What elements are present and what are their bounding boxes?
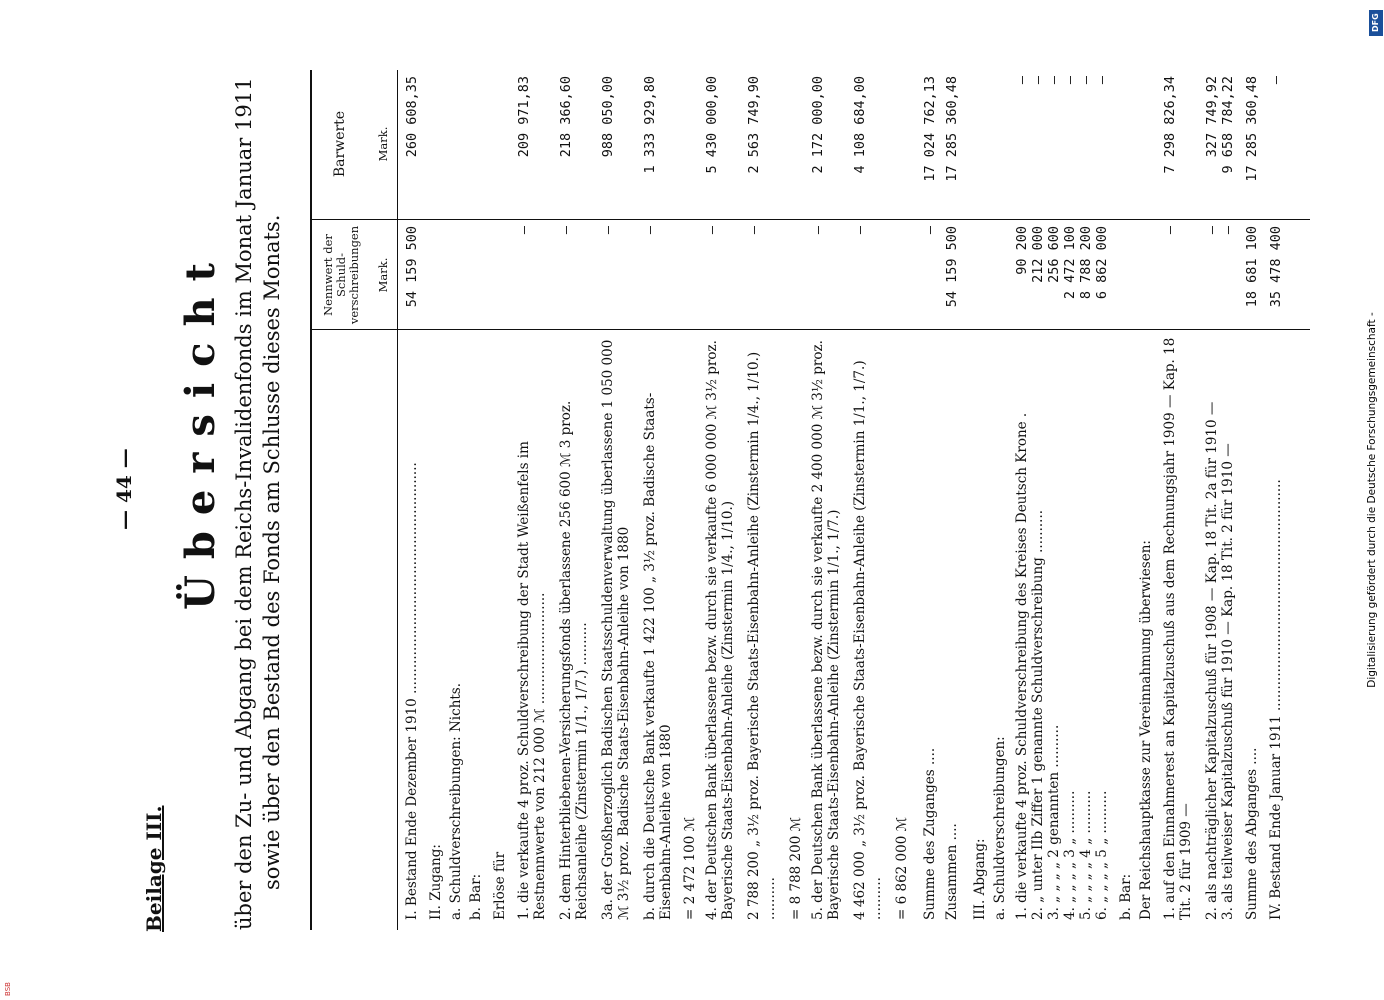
table-row-text: 6. „ „ „ „ 5 „ ..........	[1094, 790, 1110, 920]
table-row-text: 3. als teilweiser Kapitalzuschuß für 1910 — Kap. 18 Tit. 2 für 1910 —	[1220, 443, 1236, 920]
table-row-text: Zusammen ....	[944, 823, 960, 920]
table-cell-barwert: —	[1014, 76, 1030, 85]
table-row-text: 2. „ unter IIb Ziffer 1 genannte Schuldverschreibung ..........	[1030, 509, 1046, 920]
table-row-text: Erlöse für	[492, 851, 508, 920]
table-cell-nennwert: 8 788 200	[1078, 226, 1094, 300]
table-row-text: a. Schuldverschreibungen: Nichts.	[448, 682, 464, 920]
table-row-text: = 6 862 000 ℳ	[894, 816, 910, 920]
table-row-text: 4 462 000 „ 3½ proz. Bayerische Staats-Eisenbahn-Anleihe (Zinstermin 1/1., 1/7.) ..........	[852, 360, 884, 920]
table-row-text: 1. die verkaufte 4 proz. Schuldverschreibung der Stadt Weißenfels im Restnennwerte von 212 000 ℳ ..........................	[516, 441, 548, 920]
table-cell-nennwert: 35 478 400	[1268, 226, 1284, 308]
table-row-text: b. Bar:	[1118, 873, 1134, 920]
table-row-text: IV. Bestand Ende Januar 1911 ......................................................	[1268, 479, 1284, 920]
col-header-nennwert: Nennwert der Schuld- verschreibungen	[321, 225, 361, 325]
table-cell-barwert: —	[1046, 76, 1062, 85]
table-cell-nennwert: —	[704, 226, 720, 235]
table-row-text: 2. als nachträglicher Kapitalzuschuß für 1908 — Kap. 18 Tit. 2a für 1910 —	[1204, 401, 1220, 920]
table-row-text: 4. „ „ „ „ 3 „ ..........	[1062, 790, 1078, 920]
col-unit-barwerte: Mark.	[376, 126, 390, 162]
table-cell-nennwert: —	[1162, 226, 1178, 235]
table-cell-nennwert: 256 600	[1046, 226, 1062, 283]
footer-strip	[1365, 20, 1384, 980]
table-cell-nennwert: —	[642, 226, 658, 235]
col-unit-nennwert: Mark.	[376, 257, 390, 293]
table-cell-nennwert: 54 159 500	[944, 226, 960, 308]
table-row-text: II. Zugang:	[428, 844, 444, 920]
table-cell-barwert: —	[1062, 76, 1078, 85]
table-cell-barwert: 988 050,00	[600, 76, 616, 158]
rotated-sheet	[72, 50, 1312, 950]
table-row-text: III. Abgang:	[972, 838, 988, 920]
table-cell-barwert: —	[1078, 76, 1094, 85]
table-row-text: b. Bar:	[468, 873, 484, 920]
table-row-text: Summe des Abganges ....	[1244, 747, 1260, 920]
table-row-text: 2 788 200 „ 3½ proz. Bayerische Staats-Eisenbahn-Anleihe (Zinstermin 1/4., 1/10.) ..........	[746, 351, 778, 920]
table-cell-nennwert: 54 159 500	[404, 226, 420, 308]
table-row-text: Summe des Zuganges ....	[922, 747, 938, 920]
table-cell-barwert: 4 108 684,00	[852, 76, 868, 174]
table-row-text: = 2 472 100 ℳ	[682, 816, 698, 920]
table-cell-nennwert: —	[922, 226, 938, 235]
table-cell-barwert: —	[1094, 76, 1110, 85]
table-cell-nennwert: —	[558, 226, 574, 235]
table-cell-nennwert: —	[746, 226, 762, 235]
beilage-label: Beilage III.	[142, 805, 166, 932]
table-cell-nennwert: —	[810, 226, 826, 235]
table-cell-barwert: 218 366,60	[558, 76, 574, 158]
col-header-barwerte: Barwerte	[332, 110, 348, 178]
table-cell-nennwert: —	[516, 226, 532, 235]
footer-text: Digitalisierung gefördert durch die Deutsche Forschungsgemeinschaft -	[1366, 312, 1378, 688]
subtitle-line-2: sowie über den Bestand des Fonds am Schlusse dieses Monats.	[260, 214, 284, 890]
table-top-rule	[310, 70, 312, 930]
table-row-text: Der Reichshauptkasse zur Vereinnahmung überwiesen:	[1138, 540, 1154, 920]
table-cell-nennwert: 2 472 100	[1062, 226, 1078, 300]
table-cell-barwert: 17 285 360,48	[944, 76, 960, 182]
table-row-text: 5. der Deutschen Bank überlassene bezw. durch sie verkaufte 2 400 000 ℳ 3½ proz. Bayerische Staats-Eisenbahn-Anleihe (Zinstermin 1/1., 1/7.)	[810, 340, 842, 920]
table-row-text: I. Bestand Ende Dezember 1910 ......................................................	[404, 462, 420, 920]
table-cell-barwert: 1 333 929,80	[642, 76, 658, 174]
page-title: Übersicht	[177, 246, 224, 610]
col-divider-1	[310, 329, 1310, 330]
table-cell-nennwert: 6 862 000	[1094, 226, 1110, 300]
table-cell-barwert: 9 658 784,22	[1220, 76, 1236, 174]
table-cell-nennwert: 212 000	[1030, 226, 1046, 283]
table-cell-nennwert: 90 200	[1014, 226, 1030, 275]
table-row-text: 4. der Deutschen Bank überlassene bezw. durch sie verkaufte 6 000 000 ℳ 3½ proz. Bayerische Staats-Eisenbahn-Anleihe (Zinstermin 1/4., 1/10.)	[704, 340, 736, 920]
table-cell-barwert: —	[1268, 76, 1284, 85]
table-cell-barwert: 5 430 000,00	[704, 76, 720, 174]
table-row-text: 5. „ „ „ „ 4 „ ..........	[1078, 790, 1094, 920]
table-cell-barwert: 2 563 749,90	[746, 76, 762, 174]
table-cell-nennwert: —	[1204, 226, 1220, 235]
table-cell-barwert: 2 172 000,00	[810, 76, 826, 174]
table-cell-barwert: 17 285 360,48	[1244, 76, 1260, 182]
bsb-mark: BSB	[4, 982, 12, 996]
table-row-text: = 8 788 200 ℳ	[788, 816, 804, 920]
table-row-text: 1. die verkaufte 4 proz. Schuldverschreibung des Kreises Deutsch Krone .	[1014, 412, 1030, 920]
table-row-text: a. Schuldverschreibungen:	[992, 736, 1008, 920]
table-header-rule	[397, 70, 398, 930]
table-cell-barwert: 17 024 762,13	[922, 76, 938, 182]
subtitle-line-1: über den Zu- und Abgang bei dem Reichs-Invalidenfonds im Monat Januar 1911	[232, 77, 256, 930]
table-cell-nennwert: —	[852, 226, 868, 235]
table-cell-nennwert: —	[1220, 226, 1236, 235]
table-cell-nennwert: —	[600, 226, 616, 235]
table-cell-barwert: 327 749,92	[1204, 76, 1220, 158]
table-cell-barwert: 209 971,83	[516, 76, 532, 158]
table-cell-barwert: —	[1030, 76, 1046, 85]
table-row-text: 3a. der Großherzoglich Badischen Staatsschuldenverwaltung überlassene 1 050 000 ℳ 3½ proz. Badische Staats-Eisenbahn-Anleihe von 1880	[600, 339, 632, 920]
table-row-text: b. durch die Deutsche Bank verkaufte 1 422 100 „ 3½ proz. Badische Staats-Eisenbahn-Anleihe von 1880	[642, 392, 674, 920]
dfg-logo: DFG	[1369, 10, 1383, 36]
page-number: — 44 —	[112, 448, 136, 530]
table-row-text: 3. „ „ „ „ 2 genannten ..........	[1046, 724, 1062, 920]
col-divider-2	[310, 219, 1310, 220]
table-row-text: 2. dem Hinterbliebenen-Versicherungsfonds überlassene 256 600 ℳ 3 proz. Reichsanleihe (Zinstermin 1/1., 1/7.) ..........	[558, 400, 590, 920]
table-cell-barwert: 7 298 826,34	[1162, 76, 1178, 174]
table-cell-barwert: 260 608,35	[404, 76, 420, 158]
table-row-text: 1. auf den Einnahmerest an Kapitalzuschuß aus dem Rechnungsjahr 1909 — Kap. 18 Tit. 2 für 1909 —	[1162, 337, 1194, 920]
table-cell-nennwert: 18 681 100	[1244, 226, 1260, 308]
